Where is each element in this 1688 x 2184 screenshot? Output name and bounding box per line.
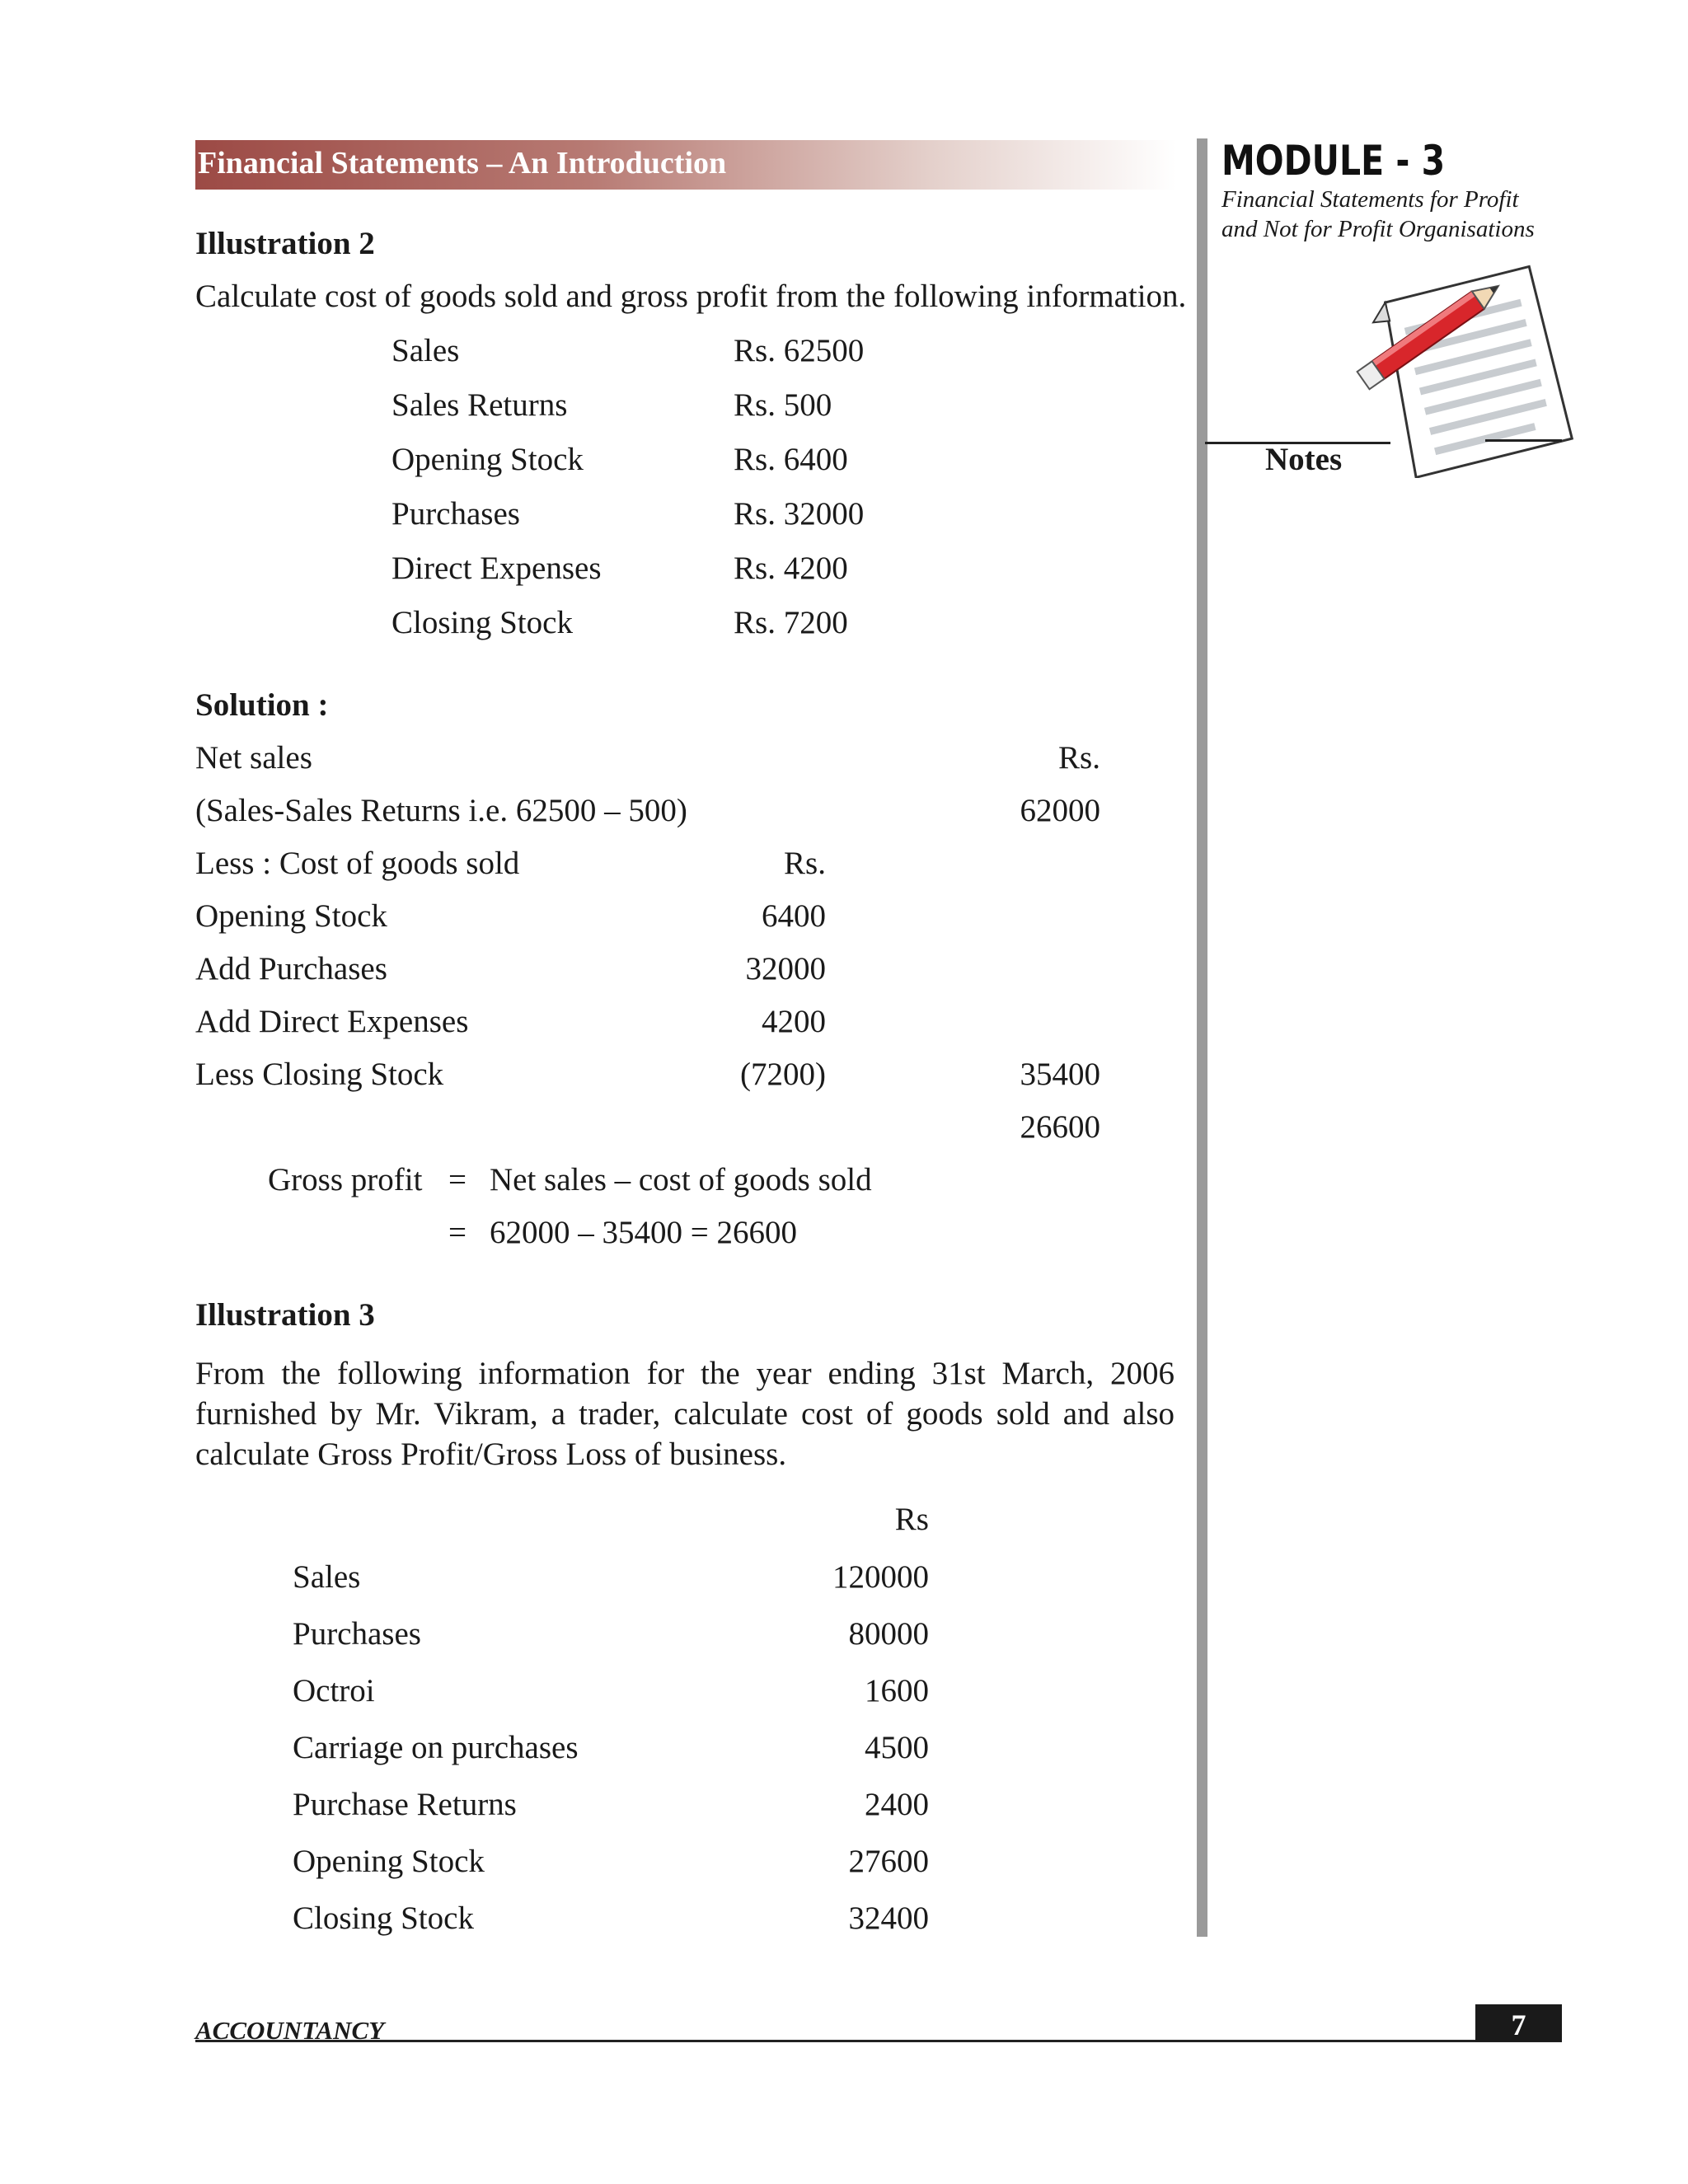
column-unit-header: Rs — [894, 1502, 929, 1537]
list-item-value: 27600 — [848, 1844, 929, 1879]
table-row-label: Less Closing Stock — [195, 1057, 444, 1092]
table-cell-col2: Rs. — [1058, 740, 1100, 776]
formula-equals: = — [448, 1215, 467, 1250]
list-item-value: Rs. 500 — [734, 387, 832, 423]
notes-label: Notes — [1265, 442, 1343, 477]
list-item-value: Rs. 32000 — [734, 496, 865, 532]
list-item-value: 80000 — [848, 1616, 929, 1652]
table-row-label: Less : Cost of goods sold — [195, 846, 520, 881]
footer-subject: ACCOUNTANCY — [195, 2016, 385, 2045]
list-item-label: Sales — [392, 333, 460, 368]
illustration-3-heading: Illustration 3 — [195, 1297, 375, 1333]
table-row-label: Opening Stock — [195, 898, 387, 934]
list-item-label: Purchase Returns — [293, 1787, 517, 1822]
table-row-label: Add Purchases — [195, 951, 387, 987]
illustration-3-intro: From the following information for the year ending 31st March, 2006 furnished by Mr. Vikram, a trader, calculate cost of goods sold and also calculate Gross Profit/Gross Loss of business. — [195, 1356, 1175, 1472]
list-item-label: Direct Expenses — [392, 551, 602, 586]
list-item-label: Sales — [293, 1559, 361, 1595]
list-item-label: Purchases — [392, 496, 520, 532]
table-cell-col2: 35400 — [1020, 1057, 1100, 1092]
list-item-label: Closing Stock — [392, 605, 573, 640]
list-item-label: Sales Returns — [392, 387, 568, 423]
module-subtitle-line1: Financial Statements for Profit — [1221, 186, 1519, 213]
list-item-value: Rs. 7200 — [734, 605, 848, 640]
list-item-label: Purchases — [293, 1616, 421, 1652]
solution-heading: Solution : — [195, 687, 329, 723]
pencil-notepad-icon — [1352, 239, 1582, 482]
table-cell-col1: 32000 — [745, 951, 826, 987]
list-item-label: Opening Stock — [392, 442, 584, 477]
table-row-label: (Sales-Sales Returns i.e. 62500 – 500) — [195, 793, 687, 828]
list-item-value: 120000 — [832, 1559, 929, 1595]
table-cell-col1: 6400 — [762, 898, 826, 934]
list-item-value: 1600 — [865, 1673, 929, 1708]
list-item-label: Opening Stock — [293, 1844, 485, 1879]
list-item-value: Rs. 62500 — [734, 333, 865, 368]
list-item-value: 4500 — [865, 1730, 929, 1765]
table-cell-col2: 62000 — [1020, 793, 1100, 828]
list-item-label: Octroi — [293, 1673, 375, 1708]
list-item-label: Carriage on purchases — [293, 1730, 579, 1765]
table-cell-col1: Rs. — [784, 846, 826, 881]
list-item-value: Rs. 6400 — [734, 442, 848, 477]
table-cell-col2: 26600 — [1020, 1109, 1100, 1145]
module-title: MODULE - 3 — [1221, 137, 1446, 185]
formula-equals: = — [448, 1162, 467, 1197]
list-item-value: Rs. 4200 — [734, 551, 848, 586]
footer-rule — [195, 2040, 1562, 2042]
formula-line-1: Net sales – cost of goods sold — [490, 1162, 872, 1197]
table-cell-col1: (7200) — [740, 1057, 826, 1092]
table-row-label: Net sales — [195, 740, 312, 776]
notes-rule-right — [1485, 439, 1562, 442]
illustration-2-heading: Illustration 2 — [195, 226, 375, 261]
list-item-value: 32400 — [848, 1900, 929, 1936]
section-title: Financial Statements – An Introduction — [198, 146, 727, 180]
list-item-value: 2400 — [865, 1787, 929, 1822]
module-subtitle-line2: and Not for Profit Organisations — [1221, 216, 1535, 242]
sidebar-divider — [1197, 138, 1207, 1937]
table-cell-col1: 4200 — [762, 1004, 826, 1039]
formula-label: Gross profit — [268, 1162, 423, 1197]
formula-line-2: 62000 – 35400 = 26600 — [490, 1215, 797, 1250]
page-number: 7 — [1511, 2008, 1526, 2041]
table-row-label: Add Direct Expenses — [195, 1004, 469, 1039]
illustration-2-intro: Calculate cost of goods sold and gross profit from the following information. — [195, 279, 1187, 314]
list-item-label: Closing Stock — [293, 1900, 474, 1936]
